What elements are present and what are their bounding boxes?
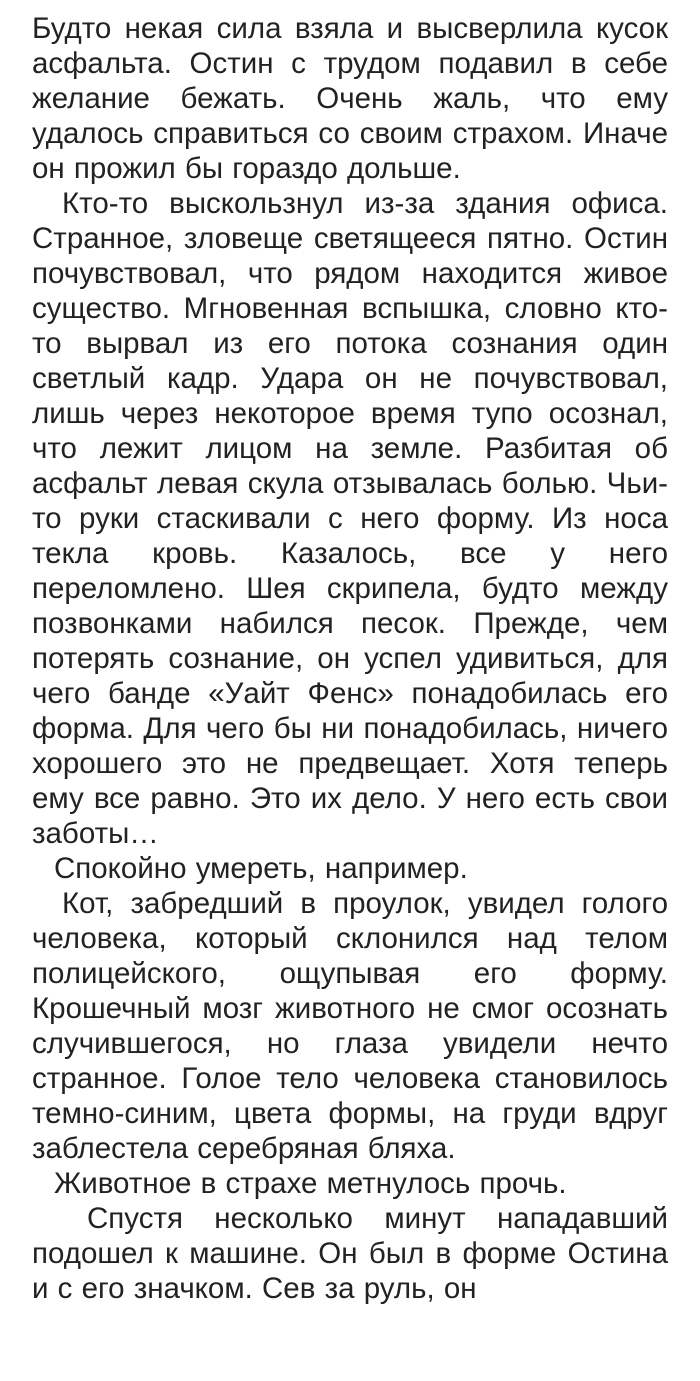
paragraph: Кто-то выскользнул из-за здания офиса. Странное, зловеще светящееся пятно. Остин почувствовал, что рядом находится живое существо. Мгновенная вспышка, словно кто-то вырвал из его потока сознания один светлый кадр. Удара он не почувствовал, лишь через некоторое время тупо осознал, что лежит лицом на земле. Разбитая об асфальт левая скула отзывалась болью. Чьи-то руки стаскивали с него форму. Из носа текла кровь. Казалось, все у него переломлено. Шея скрипела, будто между позвонками набился песок. Прежде, чем потерять сознание, он успел удивиться, для чего банде «Уайт Фенс» понадобилась его форма. Для чего бы ни понадобилась, ничего хорошего это не предвещает. Хотя теперь ему все равно. Это их дело. У него есть свои заботы… [32, 187, 668, 850]
paragraph: Спокойно умереть, например. [54, 852, 468, 885]
paragraph: Спустя несколько минут нападавший подошел к машине. Он был в форме Остина и с его значком. Сев за руль, он [32, 1202, 668, 1305]
paragraph: Будто некая сила взяла и высверлила кусок асфальта. Остин с трудом подавил в себе желание бежать. Очень жаль, что ему удалось справиться со своим страхом. Иначе он прожил бы гораздо дольше. [32, 12, 668, 185]
page-text [32, 11, 668, 1306]
paragraph: Животное в страхе метнулось прочь. [54, 1167, 567, 1200]
paragraph: Кот, забредший в проулок, увидел голого человека, который склонился над телом полицейского, ощупывая его форму. Крошечный мозг животного не смог осознать случившегося, но глаза увидели нечто странное. Голое тело человека становилось темно-синим, цвета формы, на груди вдруг заблестела серебряная бляха. [32, 887, 668, 1165]
